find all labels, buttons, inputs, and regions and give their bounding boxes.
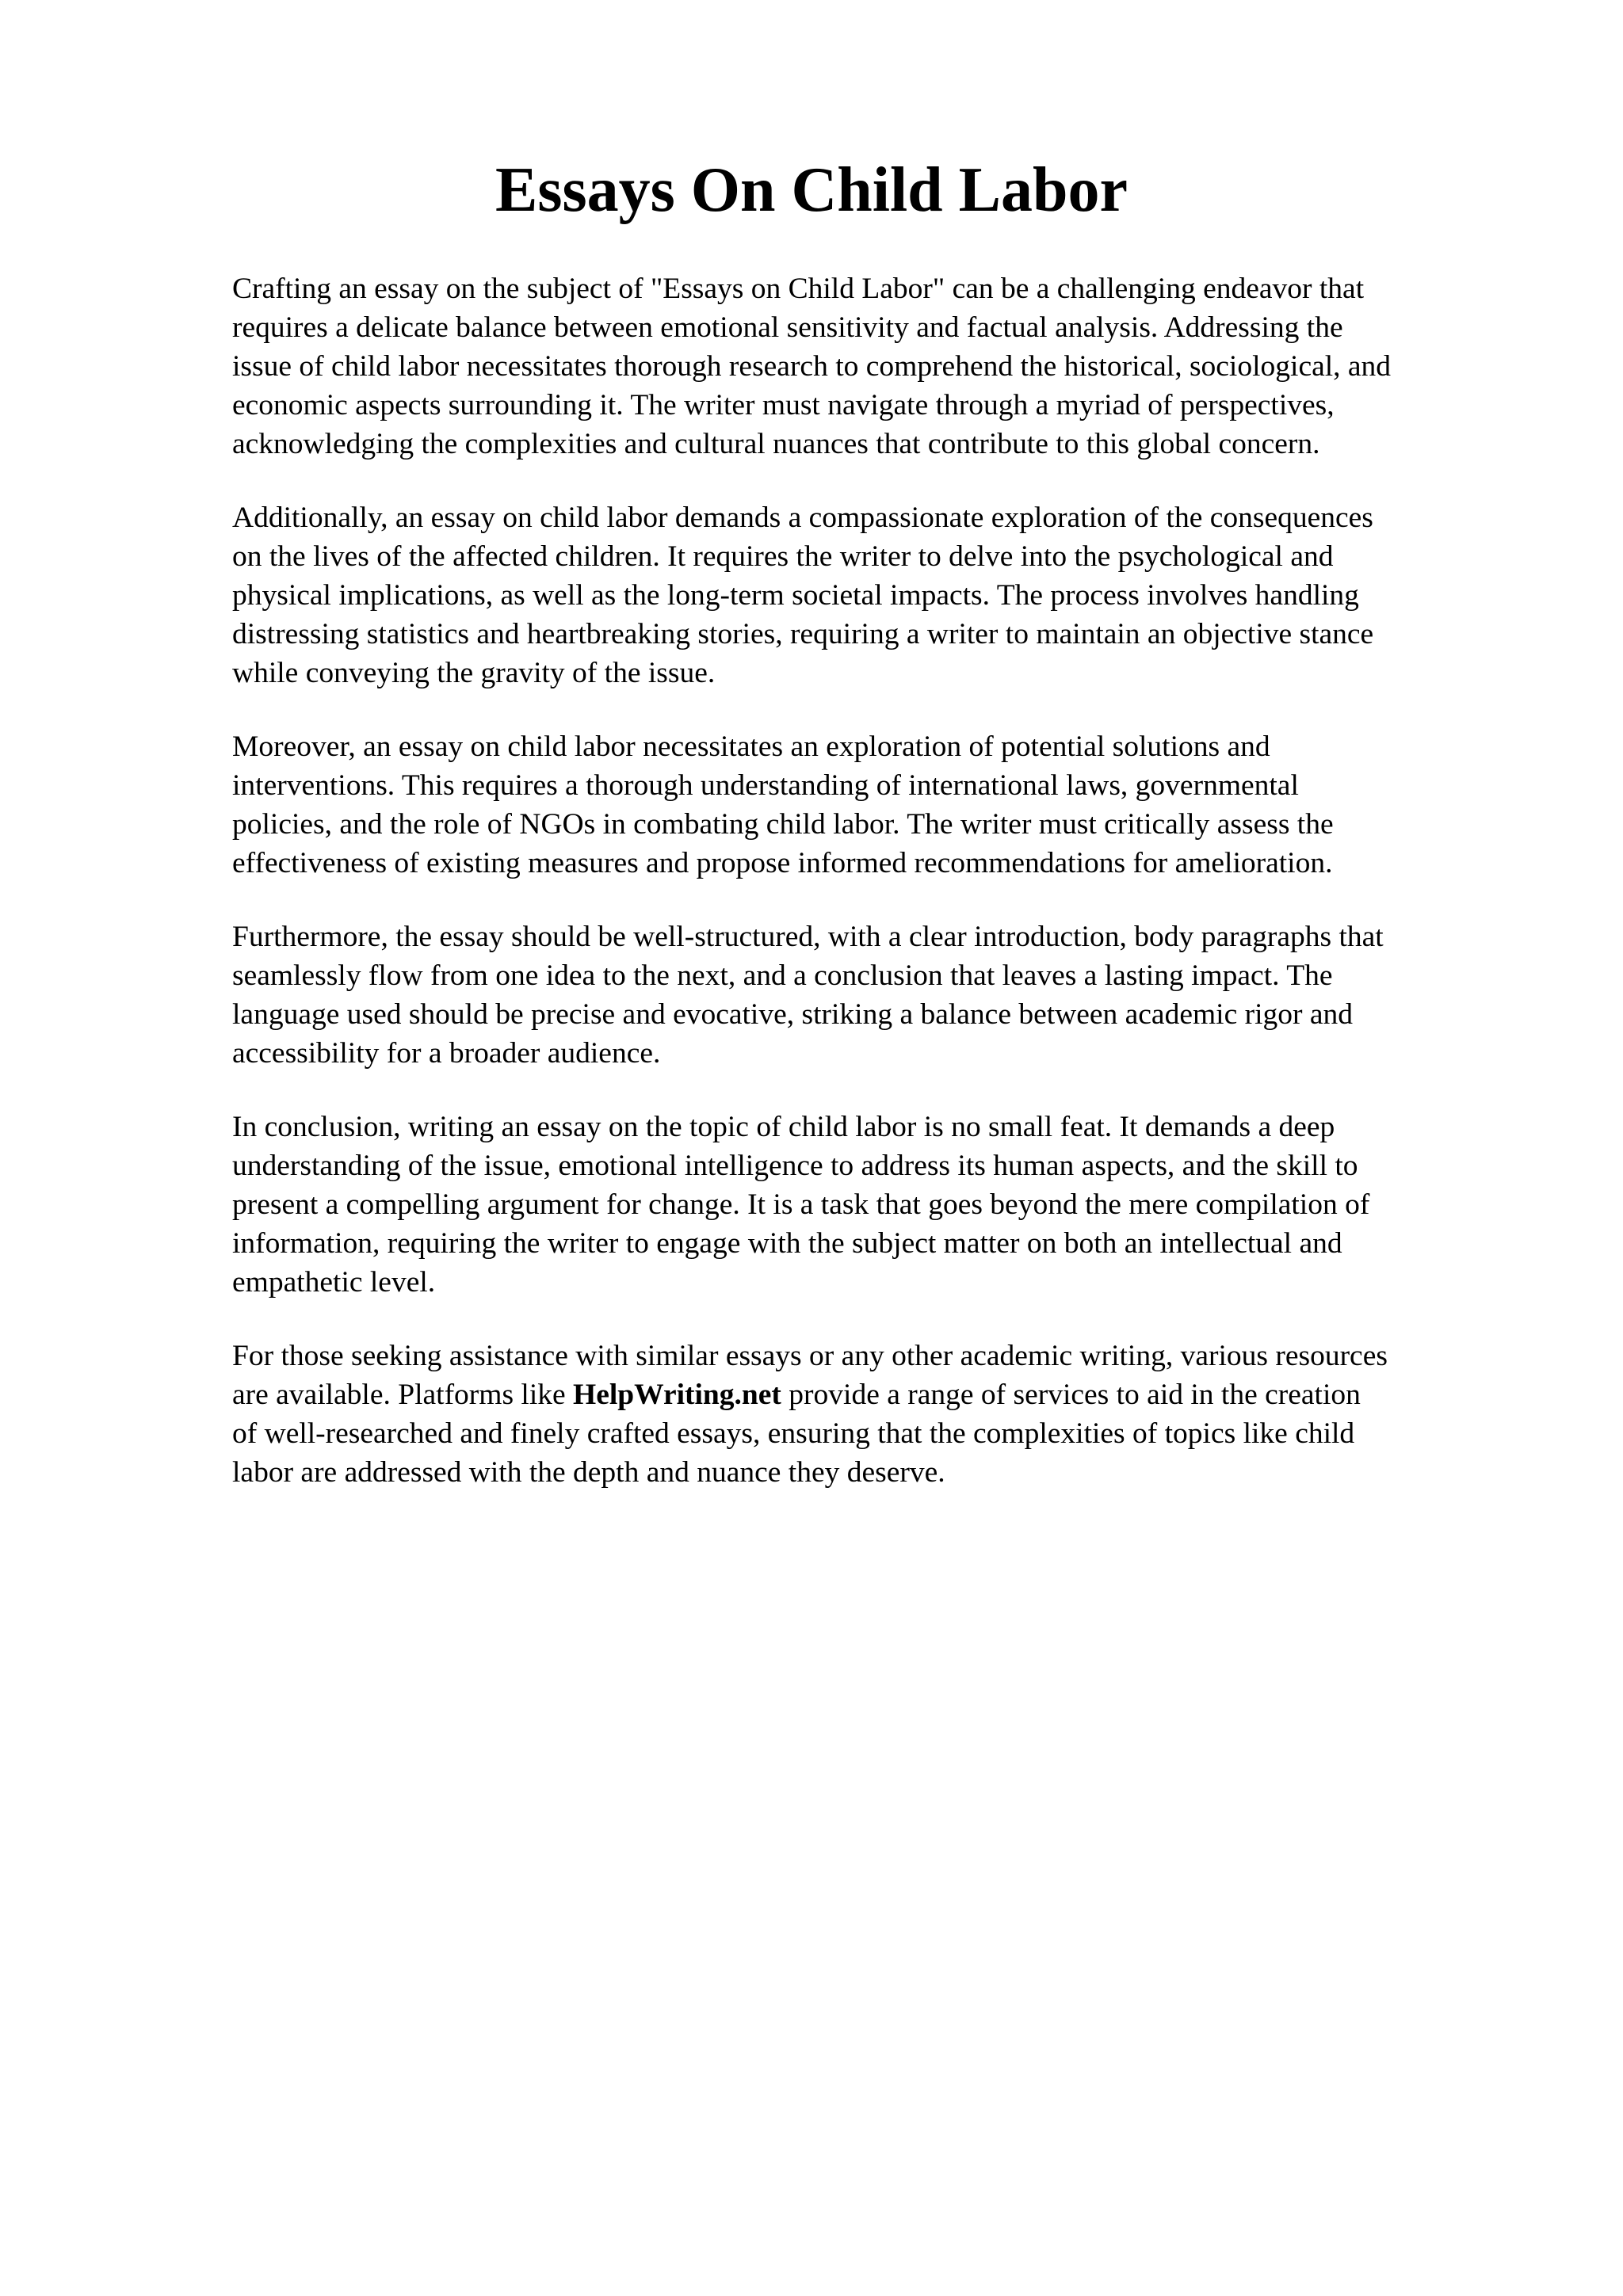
text-line: present a compelling argument for change. It is a task that goes beyond the mere compilation of bbox=[232, 1188, 1370, 1221]
brand-name: HelpWriting.net bbox=[573, 1379, 781, 1411]
text-line: information, requiring the writer to engage with the subject matter on both an intellectual and bbox=[232, 1227, 1342, 1260]
text-line: of well-researched and finely crafted essays, ensuring that the complexities of topics like child bbox=[232, 1417, 1355, 1450]
paragraph-solutions bbox=[232, 727, 1524, 883]
text-line: distressing statistics and heartbreaking stories, requiring a writer to maintain an objective stance bbox=[232, 618, 1374, 650]
text-line: seamlessly flow from one idea to the next, and a conclusion that leaves a lasting impact. The bbox=[232, 959, 1333, 992]
text-line: empathetic level. bbox=[232, 1266, 436, 1299]
paragraph-conclusion bbox=[232, 1108, 1524, 1302]
text-line: interventions. This requires a thorough understanding of international laws, governmental bbox=[232, 769, 1299, 802]
paragraph-resources bbox=[232, 1337, 1524, 1492]
text-line: Furthermore, the essay should be well-structured, with a clear introduction, body paragraphs that bbox=[232, 921, 1384, 953]
text-line: Crafting an essay on the subject of "Essays on Child Labor" can be a challenging endeavor that bbox=[232, 273, 1365, 305]
text-line: effectiveness of existing measures and propose informed recommendations for amelioration. bbox=[232, 847, 1333, 879]
document-body bbox=[232, 269, 1524, 1527]
text-line: Moreover, an essay on child labor necessitates an exploration of potential solutions and bbox=[232, 730, 1270, 763]
text-line: while conveying the gravity of the issue. bbox=[232, 657, 716, 689]
text-line: labor are addressed with the depth and nuance they deserve. bbox=[232, 1456, 945, 1489]
document-title: Essays On Child Labor bbox=[495, 155, 1128, 225]
text-line: economic aspects surrounding it. The writer must navigate through a myriad of perspectives, bbox=[232, 389, 1335, 421]
text-line: In conclusion, writing an essay on the topic of child labor is no small feat. It demands a deep bbox=[232, 1111, 1335, 1143]
text-fragment: provide a range of services to aid in the creation bbox=[781, 1379, 1361, 1411]
text-line: acknowledging the complexities and cultural nuances that contribute to this global concern. bbox=[232, 428, 1320, 460]
text-line: accessibility for a broader audience. bbox=[232, 1037, 661, 1070]
paragraph-consequences bbox=[232, 498, 1524, 692]
text-line: policies, and the role of NGOs in combating child labor. The writer must critically assess the bbox=[232, 808, 1334, 841]
text-line: on the lives of the affected children. It requires the writer to delve into the psychological and bbox=[232, 540, 1334, 573]
text-line: understanding of the issue, emotional intelligence to address its human aspects, and the skill to bbox=[232, 1150, 1358, 1182]
paragraph-intro bbox=[232, 269, 1524, 463]
text-line: Additionally, an essay on child labor demands a compassionate exploration of the consequences bbox=[232, 502, 1373, 534]
text-line: requires a delicate balance between emotional sensitivity and factual analysis. Addressing the bbox=[232, 311, 1343, 344]
text-line: language used should be precise and evocative, striking a balance between academic rigor and bbox=[232, 998, 1353, 1031]
text-line-with-brand bbox=[232, 1375, 1524, 1414]
text-fragment: are available. Platforms like bbox=[232, 1379, 574, 1411]
text-line: For those seeking assistance with similar essays or any other academic writing, various resources bbox=[232, 1340, 1388, 1372]
text-line: issue of child labor necessitates thorough research to comprehend the historical, sociological, and bbox=[232, 350, 1392, 383]
text-line: physical implications, as well as the long-term societal impacts. The process involves handling bbox=[232, 579, 1359, 612]
paragraph-structure bbox=[232, 917, 1524, 1073]
